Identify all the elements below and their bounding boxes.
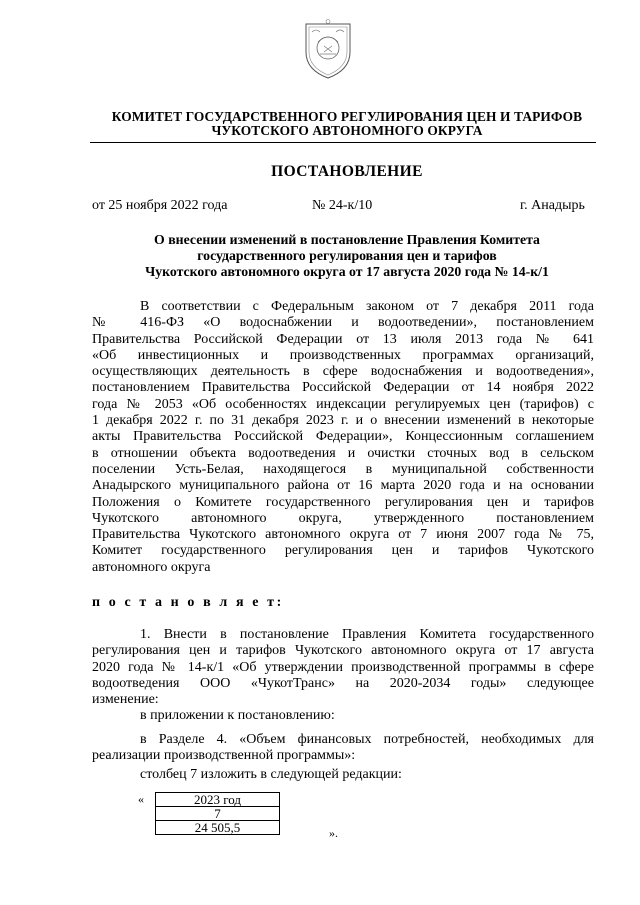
document-city: г. Анадырь [520, 198, 585, 213]
org-name-line-1: КОМИТЕТ ГОСУДАРСТВЕННОГО РЕГУЛИРОВАНИЯ ЦЕН И ТАРИФОВ [111, 109, 583, 124]
item-line: регулирования цен и тарифов Чукотского автономного округа от 17 августа [92, 643, 594, 659]
body-line: Анадырского муниципального района от 16 марта 2020 года и на основании [92, 478, 594, 494]
table-column-number-cell: 7 [156, 807, 280, 821]
body-line: В соответствии с Федеральным законом от 7 декабря 2011 года [140, 299, 594, 314]
body-line: № 416-ФЗ «О водоснабжении и водоотведении», постановлением [92, 315, 594, 331]
decree-word: п о с т а н о в л я е т: [92, 595, 284, 610]
body-line: 1 декабря 2022 г. по 31 декабря 2023 г. и о внесении изменений в некоторые [92, 413, 594, 429]
body-line: осуществляющих деятельность в сфере водоснабжения и водоотведения», [92, 364, 594, 380]
org-name-line-2: ЧУКОТСКОГО АВТОНОМНОГО ОКРУГА [211, 123, 483, 138]
document-number: № 24-к/10 [312, 198, 373, 213]
close-quote: ». [329, 826, 338, 840]
item-line: 2020 года № 14-к/1 «Об утверждении производственной программы в сфере [92, 659, 594, 675]
item-line: изменение: [92, 692, 159, 708]
column-7-table [155, 792, 280, 835]
body-line: Чукотского автономного округа, утвержденного постановлением [92, 510, 594, 526]
body-line: автономного округа [92, 559, 211, 575]
section-line: в Разделе 4. «Объем финансовых потребностей, необходимых для [140, 732, 594, 747]
subject-line: Чукотского автономного округа от 17 августа 2020 года № 14-к/1 [145, 264, 549, 279]
column-instruction: столбец 7 изложить в следующей редакции: [140, 767, 402, 782]
subject-line: государственного регулирования цен и тарифов [197, 248, 497, 263]
body-line: Правительства Российской Федерации от 13 июля 2013 года № 641 [92, 331, 594, 347]
item-line: водоотведения ООО «ЧукотТранс» на 2020-2034 годы» следующее [92, 675, 594, 691]
document-subject [92, 232, 602, 280]
header-divider [90, 142, 596, 143]
body-line: «Об инвестиционных и производственных программах организаций, [92, 347, 594, 363]
body-line: постановлением Правительства Российской Федерации от 14 ноября 2022 [92, 380, 594, 396]
body-line: года № 2053 «Об особенностях индексации регулируемых цен (тарифов) с [92, 396, 594, 412]
table-header-cell: 2023 год [156, 793, 280, 807]
subject-line: О внесении изменений в постановление Правления Комитета [154, 232, 540, 247]
document-date: от 25 ноября 2022 года [92, 198, 228, 213]
body-line: Правительства Чукотского автономного округа от 7 июня 2007 года № 75, [92, 527, 594, 543]
appendix-line: в приложении к постановлению: [140, 708, 335, 723]
body-line: в отношении объекта водоотведения и очистки сточных вод в сельском [92, 445, 594, 461]
item-line: 1. Внести в постановление Правления Комитета государственного [140, 627, 594, 642]
section-line-continued: реализации производственной программы»: [92, 748, 356, 763]
body-line: акты Правительства Российской Федерации», Концессионным соглашением [92, 429, 594, 445]
body-line: Положения о Комитете государственного регулирования цен и тарифов [92, 494, 594, 510]
body-line: Комитет государственного регулирования цен и тарифов Чукотского [92, 543, 594, 559]
item-1-paragraph [92, 627, 594, 708]
table-value-cell: 24 505,5 [156, 821, 280, 835]
open-quote: « [138, 792, 144, 806]
coat-of-arms-emblem [300, 18, 356, 80]
body-line: поселении Усть-Белая, находящегося в муниципальной собственности [92, 461, 594, 477]
document-title: ПОСТАНОВЛЕНИЕ [271, 163, 423, 180]
preamble-paragraph [92, 299, 594, 576]
